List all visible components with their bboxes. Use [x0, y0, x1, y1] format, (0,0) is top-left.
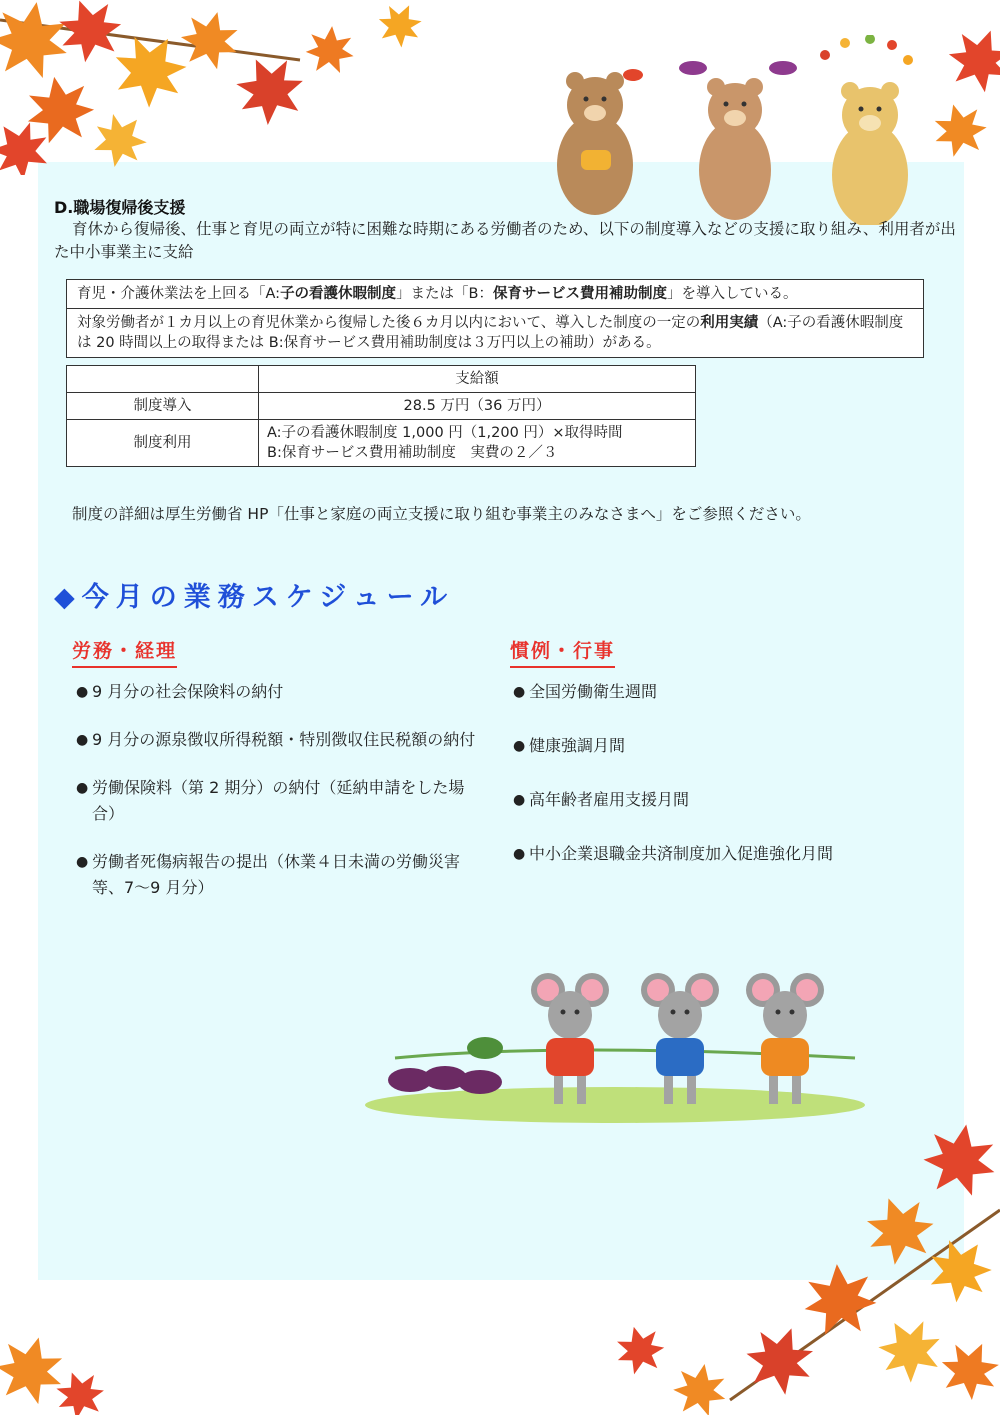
- list-item: ● 中小企業退職金共済制度加入促進強化月間: [513, 841, 933, 867]
- list-item: ● 労働保険料（第 2 期分）の納付（延納申請をした場合）: [76, 775, 476, 827]
- events-heading: 慣例・行事: [510, 636, 615, 668]
- table-header-amount: 支給額: [259, 366, 696, 393]
- condition-row-1: 育児・介護休業法を上回る「A:子の看護休暇制度」または「B：保育サービス費用補助制度」を導入している。: [77, 286, 798, 302]
- list-item: ● 高年齢者雇用支援月間: [513, 787, 933, 813]
- table-header-row: [67, 366, 696, 393]
- list-item: ● 全国労働衛生週間: [513, 679, 933, 705]
- row-label: 制度導入: [67, 393, 259, 420]
- row-label: 制度利用: [67, 420, 259, 467]
- bears-illustration: [540, 35, 930, 225]
- row-amount: A:子の看護休暇制度 1,000 円（1,200 円）×取得時間 B:保育サービス費用補助制度 実費の２／３: [259, 420, 696, 467]
- labor-accounting-list: [76, 679, 476, 923]
- mice-illustration: [365, 960, 865, 1125]
- list-item: ● 9 月分の源泉徴収所得税額・特別徴収住民税額の納付: [76, 727, 476, 753]
- table-header-empty: [67, 366, 259, 393]
- table-row: [67, 393, 696, 420]
- events-list: [513, 679, 933, 895]
- condition-row-2: 対象労働者が１カ月以上の育児休業から復帰した後６カ月以内において、導入した制度の一定の利用実績（A:子の看護休暇制度は 20 時間以上の取得または B:保育サービス費用補助制度は３万円以上の補助）がある。: [67, 308, 923, 357]
- conditions-box: [66, 279, 924, 358]
- list-item: ● 9 月分の社会保険料の納付: [76, 679, 476, 705]
- list-item: ● 労働者死傷病報告の提出（休業４日未満の労働災害等、7〜9 月分）: [76, 849, 476, 901]
- table-row: [67, 420, 696, 467]
- support-heading: D.職場復帰後支援: [54, 198, 186, 217]
- maple-leaves-bottom-right: [580, 1120, 1000, 1415]
- reference-note: 制度の詳細は厚生労働省 HP「仕事と家庭の両立支援に取り組む事業主のみなさまへ」をご参照ください。: [72, 505, 811, 523]
- labor-accounting-heading: 労務・経理: [72, 636, 177, 668]
- payment-table: [66, 365, 696, 467]
- list-item: ● 健康強調月間: [513, 733, 933, 759]
- maple-leaves-top-left: [0, 0, 470, 175]
- support-description: 育休から復帰後、仕事と育児の両立が特に困難な時期にある労働者のため、以下の制度導入などの支援に取り組み、利用者が出た中小事業主に支給: [54, 220, 956, 261]
- row-amount: 28.5 万円（36 万円）: [259, 393, 696, 420]
- schedule-title: ◆今月の業務スケジュール: [54, 582, 455, 613]
- maple-leaves-bottom-left: [0, 1310, 120, 1415]
